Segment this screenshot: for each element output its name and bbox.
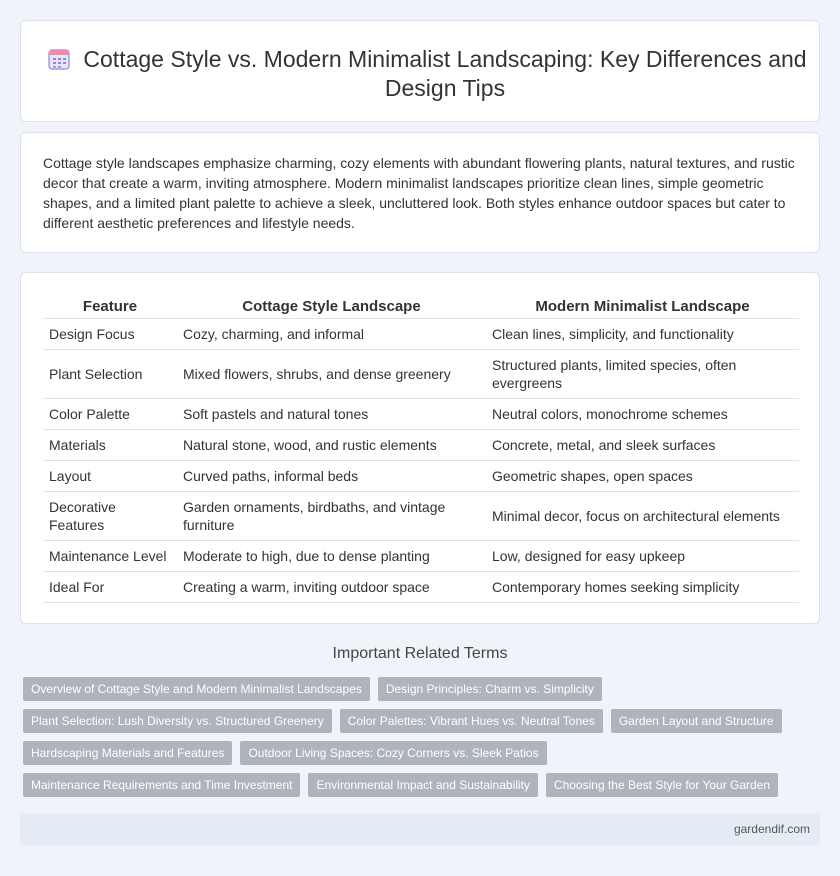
page-title: Cottage Style vs. Modern Minimalist Landscaping: Key Differences and Design Tips — [83, 46, 807, 101]
tag-row — [23, 709, 823, 733]
table-row — [43, 540, 799, 571]
related-tag[interactable]: Environmental Impact and Sustainability — [308, 773, 537, 797]
header-cottage: Cottage Style Landscape — [177, 295, 486, 318]
table-cell: Structured plants, limited species, often evergreens — [486, 349, 799, 398]
tag-row — [23, 677, 823, 701]
table-cell: Low, designed for easy upkeep — [486, 540, 799, 571]
related-tag[interactable]: Hardscaping Materials and Features — [23, 741, 232, 765]
table-cell: Contemporary homes seeking simplicity — [486, 571, 799, 602]
table-cell: Clean lines, simplicity, and functionality — [486, 318, 799, 349]
header-feature: Feature — [43, 295, 177, 318]
related-tag[interactable]: Design Principles: Charm vs. Simplicity — [378, 677, 602, 701]
table-cell: Concrete, metal, and sleek surfaces — [486, 429, 799, 460]
table-row — [43, 460, 799, 491]
table-cell: Garden ornaments, birdbaths, and vintage furniture — [177, 491, 486, 540]
intro-paragraph: Cottage style landscapes emphasize charming, cozy elements with abundant flowering plants, natural textures, and rustic decor that create a warm, inviting atmosphere. Modern minimalist landscapes prioritize clean lines, simple geometric shapes, and a limited plant palette to achieve a sleek, uncluttered look. Both styles enhance outdoor spaces but cater to different aesthetic preferences and lifestyle needs. — [43, 155, 795, 231]
header-modern: Modern Minimalist Landscape — [486, 295, 799, 318]
intro-card — [20, 132, 820, 253]
table-row — [43, 349, 799, 398]
table-cell: Moderate to high, due to dense planting — [177, 540, 486, 571]
tag-row — [23, 741, 823, 765]
table-header-row — [43, 295, 799, 318]
table-cell: Color Palette — [43, 398, 177, 429]
table-cell: Materials — [43, 429, 177, 460]
related-tag[interactable]: Garden Layout and Structure — [611, 709, 782, 733]
table-cell: Geometric shapes, open spaces — [486, 460, 799, 491]
table-cell: Cozy, charming, and informal — [177, 318, 486, 349]
table-cell: Mixed flowers, shrubs, and dense greenery — [177, 349, 486, 398]
footer — [20, 813, 820, 846]
table-cell: Design Focus — [43, 318, 177, 349]
table-row — [43, 318, 799, 349]
table-cell: Creating a warm, inviting outdoor space — [177, 571, 486, 602]
table-row — [43, 571, 799, 602]
table-cell: Layout — [43, 460, 177, 491]
table-row — [43, 491, 799, 540]
table-cell: Curved paths, informal beds — [177, 460, 486, 491]
table-cell: Decorative Features — [43, 491, 177, 540]
table-cell: Maintenance Level — [43, 540, 177, 571]
related-terms — [23, 677, 823, 805]
table-cell: Plant Selection — [43, 349, 177, 398]
table-cell: Minimal decor, focus on architectural elements — [486, 491, 799, 540]
table-cell: Neutral colors, monochrome schemes — [486, 398, 799, 429]
tag-row — [23, 773, 823, 797]
comparison-table — [43, 295, 799, 603]
table-cell: Ideal For — [43, 571, 177, 602]
related-tag[interactable]: Choosing the Best Style for Your Garden — [546, 773, 778, 797]
related-tag[interactable]: Maintenance Requirements and Time Investment — [23, 773, 300, 797]
related-tag[interactable]: Overview of Cottage Style and Modern Minimalist Landscapes — [23, 677, 370, 701]
related-tag[interactable]: Color Palettes: Vibrant Hues vs. Neutral Tones — [340, 709, 603, 733]
related-terms-title: Important Related Terms — [332, 645, 508, 662]
table-row — [43, 398, 799, 429]
title-card — [20, 20, 820, 122]
footer-site-link[interactable]: gardendif.com — [733, 822, 810, 836]
table-row — [43, 429, 799, 460]
table-cell: Soft pastels and natural tones — [177, 398, 486, 429]
related-tag[interactable]: Outdoor Living Spaces: Cozy Corners vs. Sleek Patios — [240, 741, 546, 765]
table-cell: Natural stone, wood, and rustic elements — [177, 429, 486, 460]
comparison-card — [20, 272, 820, 624]
related-tag[interactable]: Plant Selection: Lush Diversity vs. Structured Greenery — [23, 709, 332, 733]
calendar-icon — [47, 47, 71, 71]
